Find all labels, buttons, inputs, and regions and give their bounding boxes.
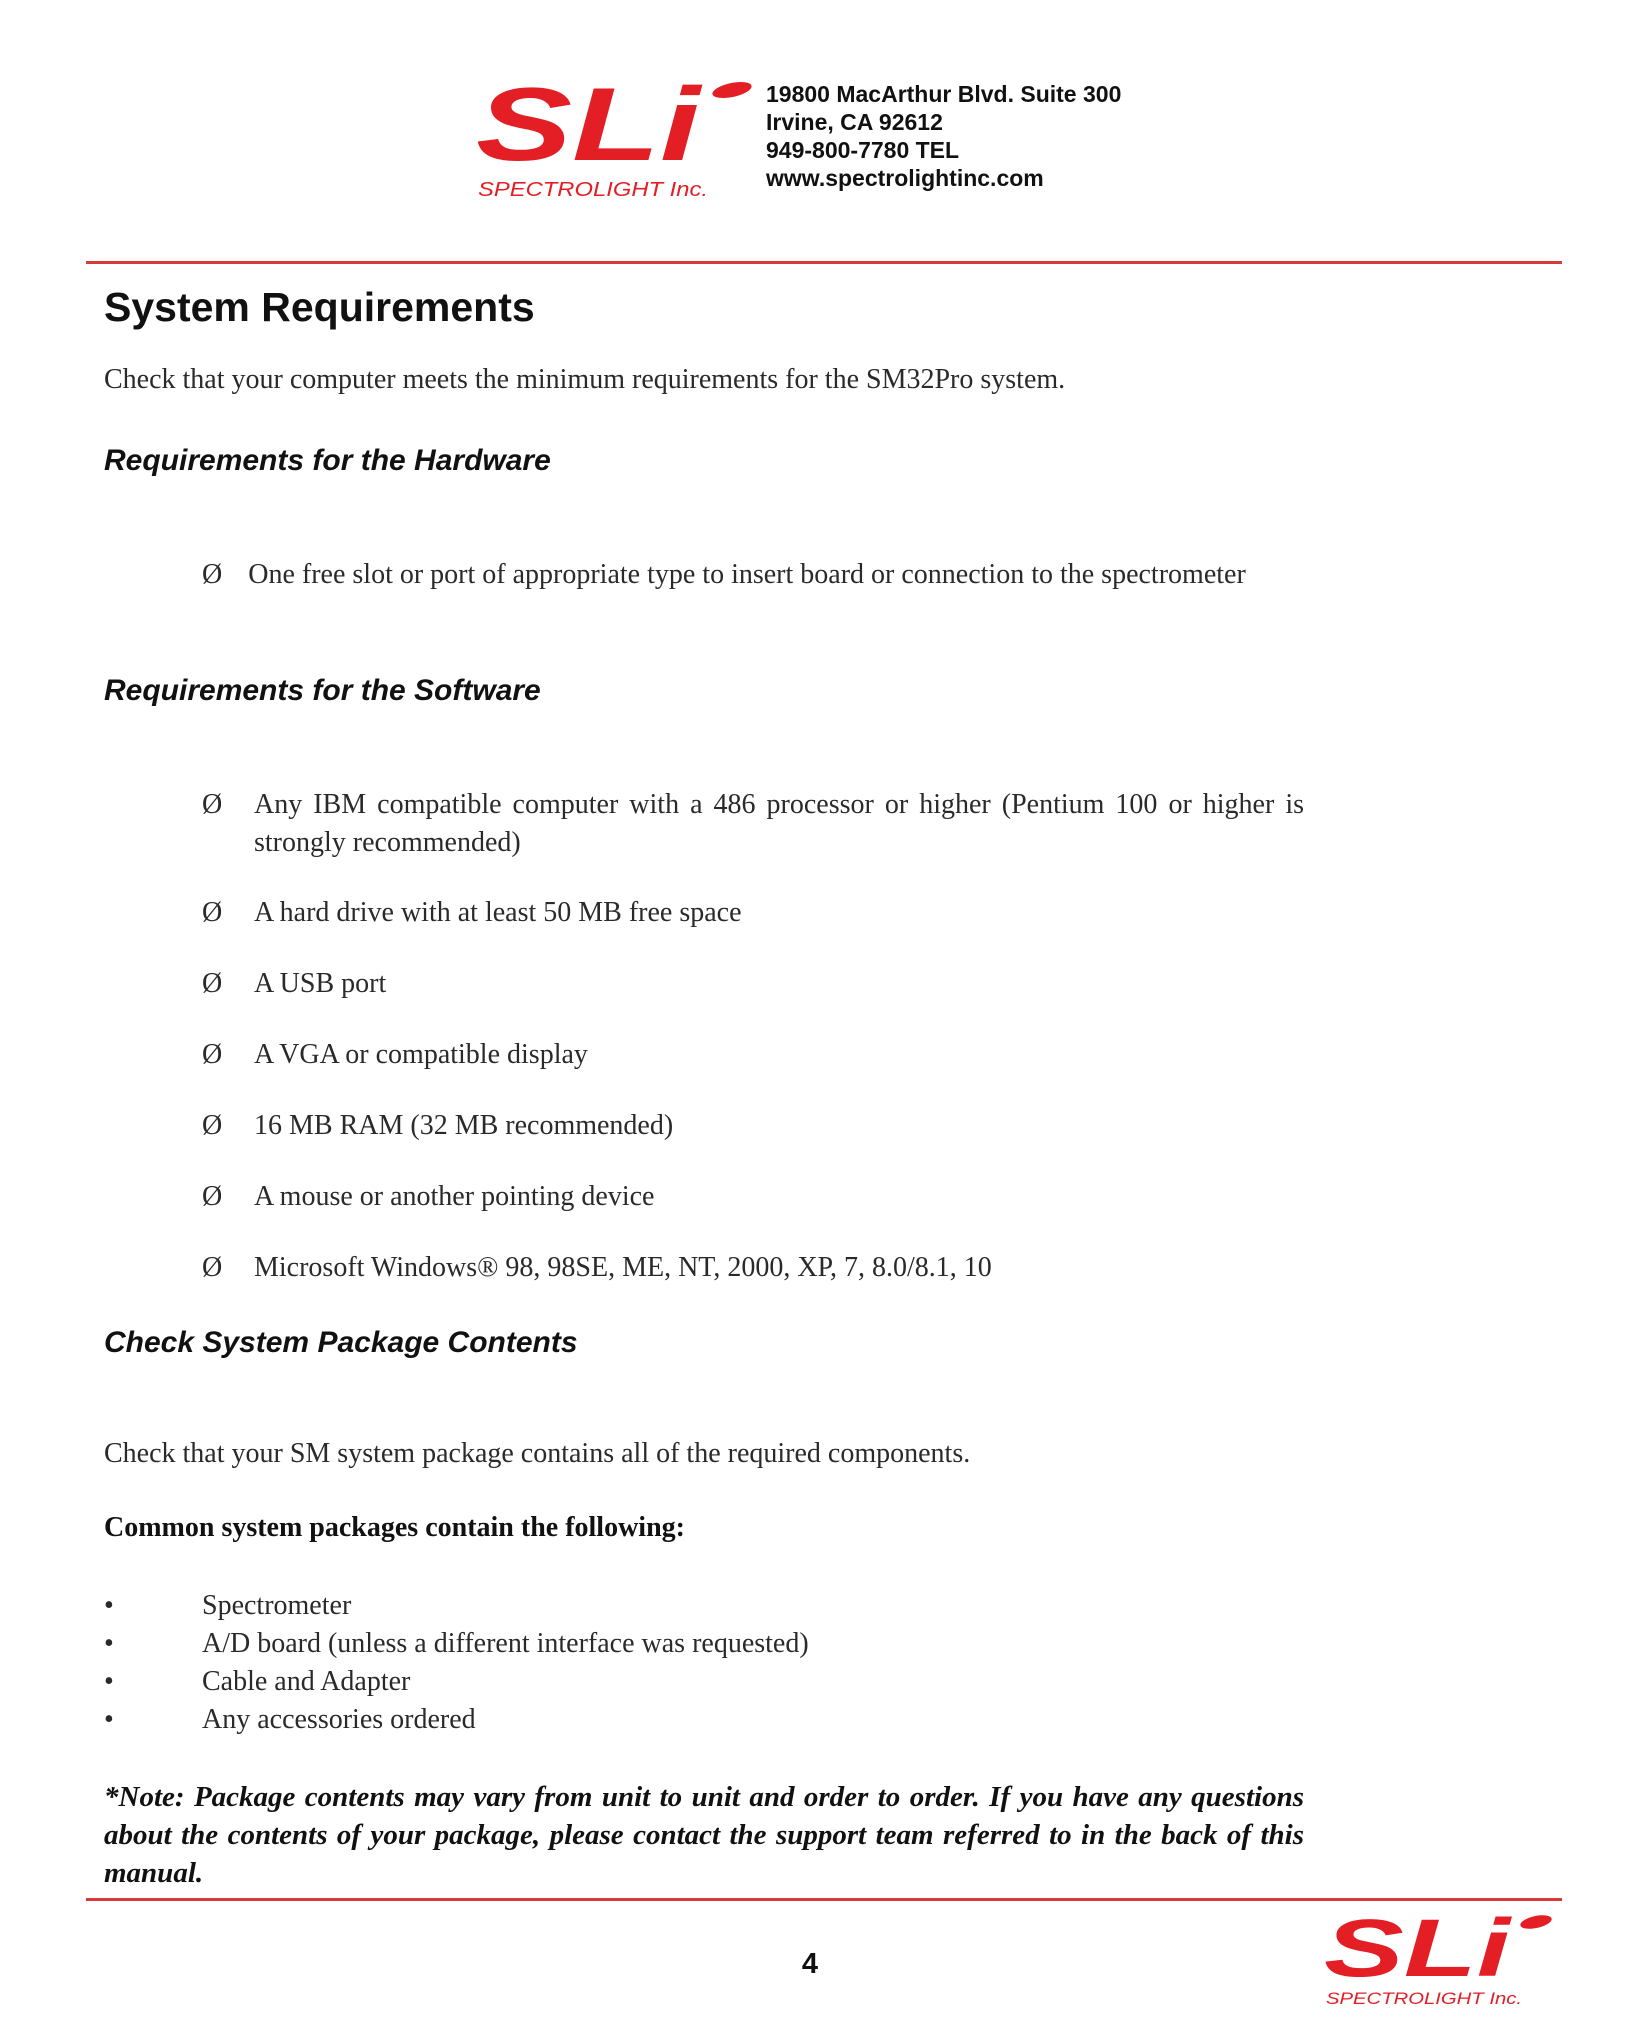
logo-company-name: SPECTROLIGHT Inc.	[478, 179, 708, 201]
page-number: 4	[801, 1948, 819, 1980]
bullet: •	[104, 1590, 114, 1621]
hardware-item-text: One free slot or port of appropriate type to insert board or connection to the spectrometer	[248, 559, 1246, 590]
list-mark: Ø	[202, 1181, 223, 1212]
page-title: System Requirements	[104, 284, 535, 330]
bullet: •	[104, 1704, 114, 1735]
package-intro: Check that your SM system package contains all of the required components.	[104, 1438, 971, 1469]
software-item-text: Any IBM compatible computer with a 486 processor or higher (Pentium 100 or higher is strongly recommended)	[254, 789, 1304, 858]
list-mark: Ø	[202, 1252, 223, 1283]
software-item-text: A hard drive with at least 50 MB free space	[254, 897, 742, 928]
hardware-heading: Requirements for the Hardware	[104, 444, 551, 477]
package-item	[104, 1663, 410, 1701]
address-line-street: 19800 MacArthur Blvd. Suite 300	[766, 81, 1122, 107]
logo-wordmark: SLi	[476, 76, 703, 183]
footer-logo-wordmark: SLi	[1324, 1910, 1514, 1994]
logo-swoosh	[711, 79, 753, 101]
intro-text: Check that your computer meets the minimum requirements for the SM32Pro system.	[104, 364, 1066, 395]
package-note: *Note: Package contents may vary from unit to unit and order to order. If you have any questions about the contents of your package, please contact the support team referred to in the back of this manual.	[104, 1781, 1304, 1889]
package-item-text: Spectrometer	[202, 1590, 352, 1621]
software-item	[202, 1036, 1304, 1074]
package-item	[104, 1625, 809, 1663]
footer-logo-company-name: SPECTROLIGHT Inc.	[1326, 1989, 1522, 2008]
footer-divider	[86, 1898, 1562, 1901]
company-address	[766, 80, 1121, 192]
package-item-text: A/D board (unless a different interface was requested)	[202, 1628, 809, 1659]
address-line-phone: 949-800-7780 TEL	[766, 137, 960, 163]
software-item	[202, 894, 1304, 932]
package-heading: Check System Package Contents	[104, 1326, 578, 1359]
package-item-text: Any accessories ordered	[202, 1704, 476, 1735]
package-item	[104, 1701, 476, 1739]
hardware-item	[104, 556, 1304, 594]
software-item	[202, 786, 1304, 862]
package-subheading: Common system packages contain the following:	[104, 1512, 685, 1543]
list-mark: Ø	[202, 1110, 223, 1141]
list-mark: Ø	[202, 559, 223, 590]
software-item-text: A VGA or compatible display	[254, 1039, 588, 1070]
spectrolight-logo	[472, 76, 762, 204]
list-mark: Ø	[202, 789, 223, 820]
footer-logo-swoosh	[1519, 1913, 1553, 1931]
software-item-text: Microsoft Windows® 98, 98SE, ME, NT, 2000, XP, 7, 8.0/8.1, 10	[254, 1252, 992, 1283]
package-item-text: Cable and Adapter	[202, 1666, 411, 1697]
address-line-website: www.spectrolightinc.com	[766, 165, 1044, 191]
software-item-text: A mouse or another pointing device	[254, 1181, 655, 1212]
address-line-city: Irvine, CA 92612	[766, 109, 943, 135]
bullet: •	[104, 1628, 114, 1659]
bullet: •	[104, 1666, 114, 1697]
software-heading: Requirements for the Software	[104, 674, 541, 707]
list-mark: Ø	[202, 968, 223, 999]
list-mark: Ø	[202, 897, 223, 928]
footer-logo	[1322, 1910, 1562, 2010]
header-divider	[86, 261, 1562, 264]
software-item	[202, 1178, 1304, 1216]
software-item	[202, 1107, 1304, 1145]
software-item-text: A USB port	[254, 968, 387, 999]
list-mark: Ø	[202, 1039, 223, 1070]
software-item	[202, 965, 1304, 1003]
software-item	[202, 1249, 1304, 1287]
software-item-text: 16 MB RAM (32 MB recommended)	[254, 1110, 674, 1141]
package-item	[104, 1587, 351, 1625]
